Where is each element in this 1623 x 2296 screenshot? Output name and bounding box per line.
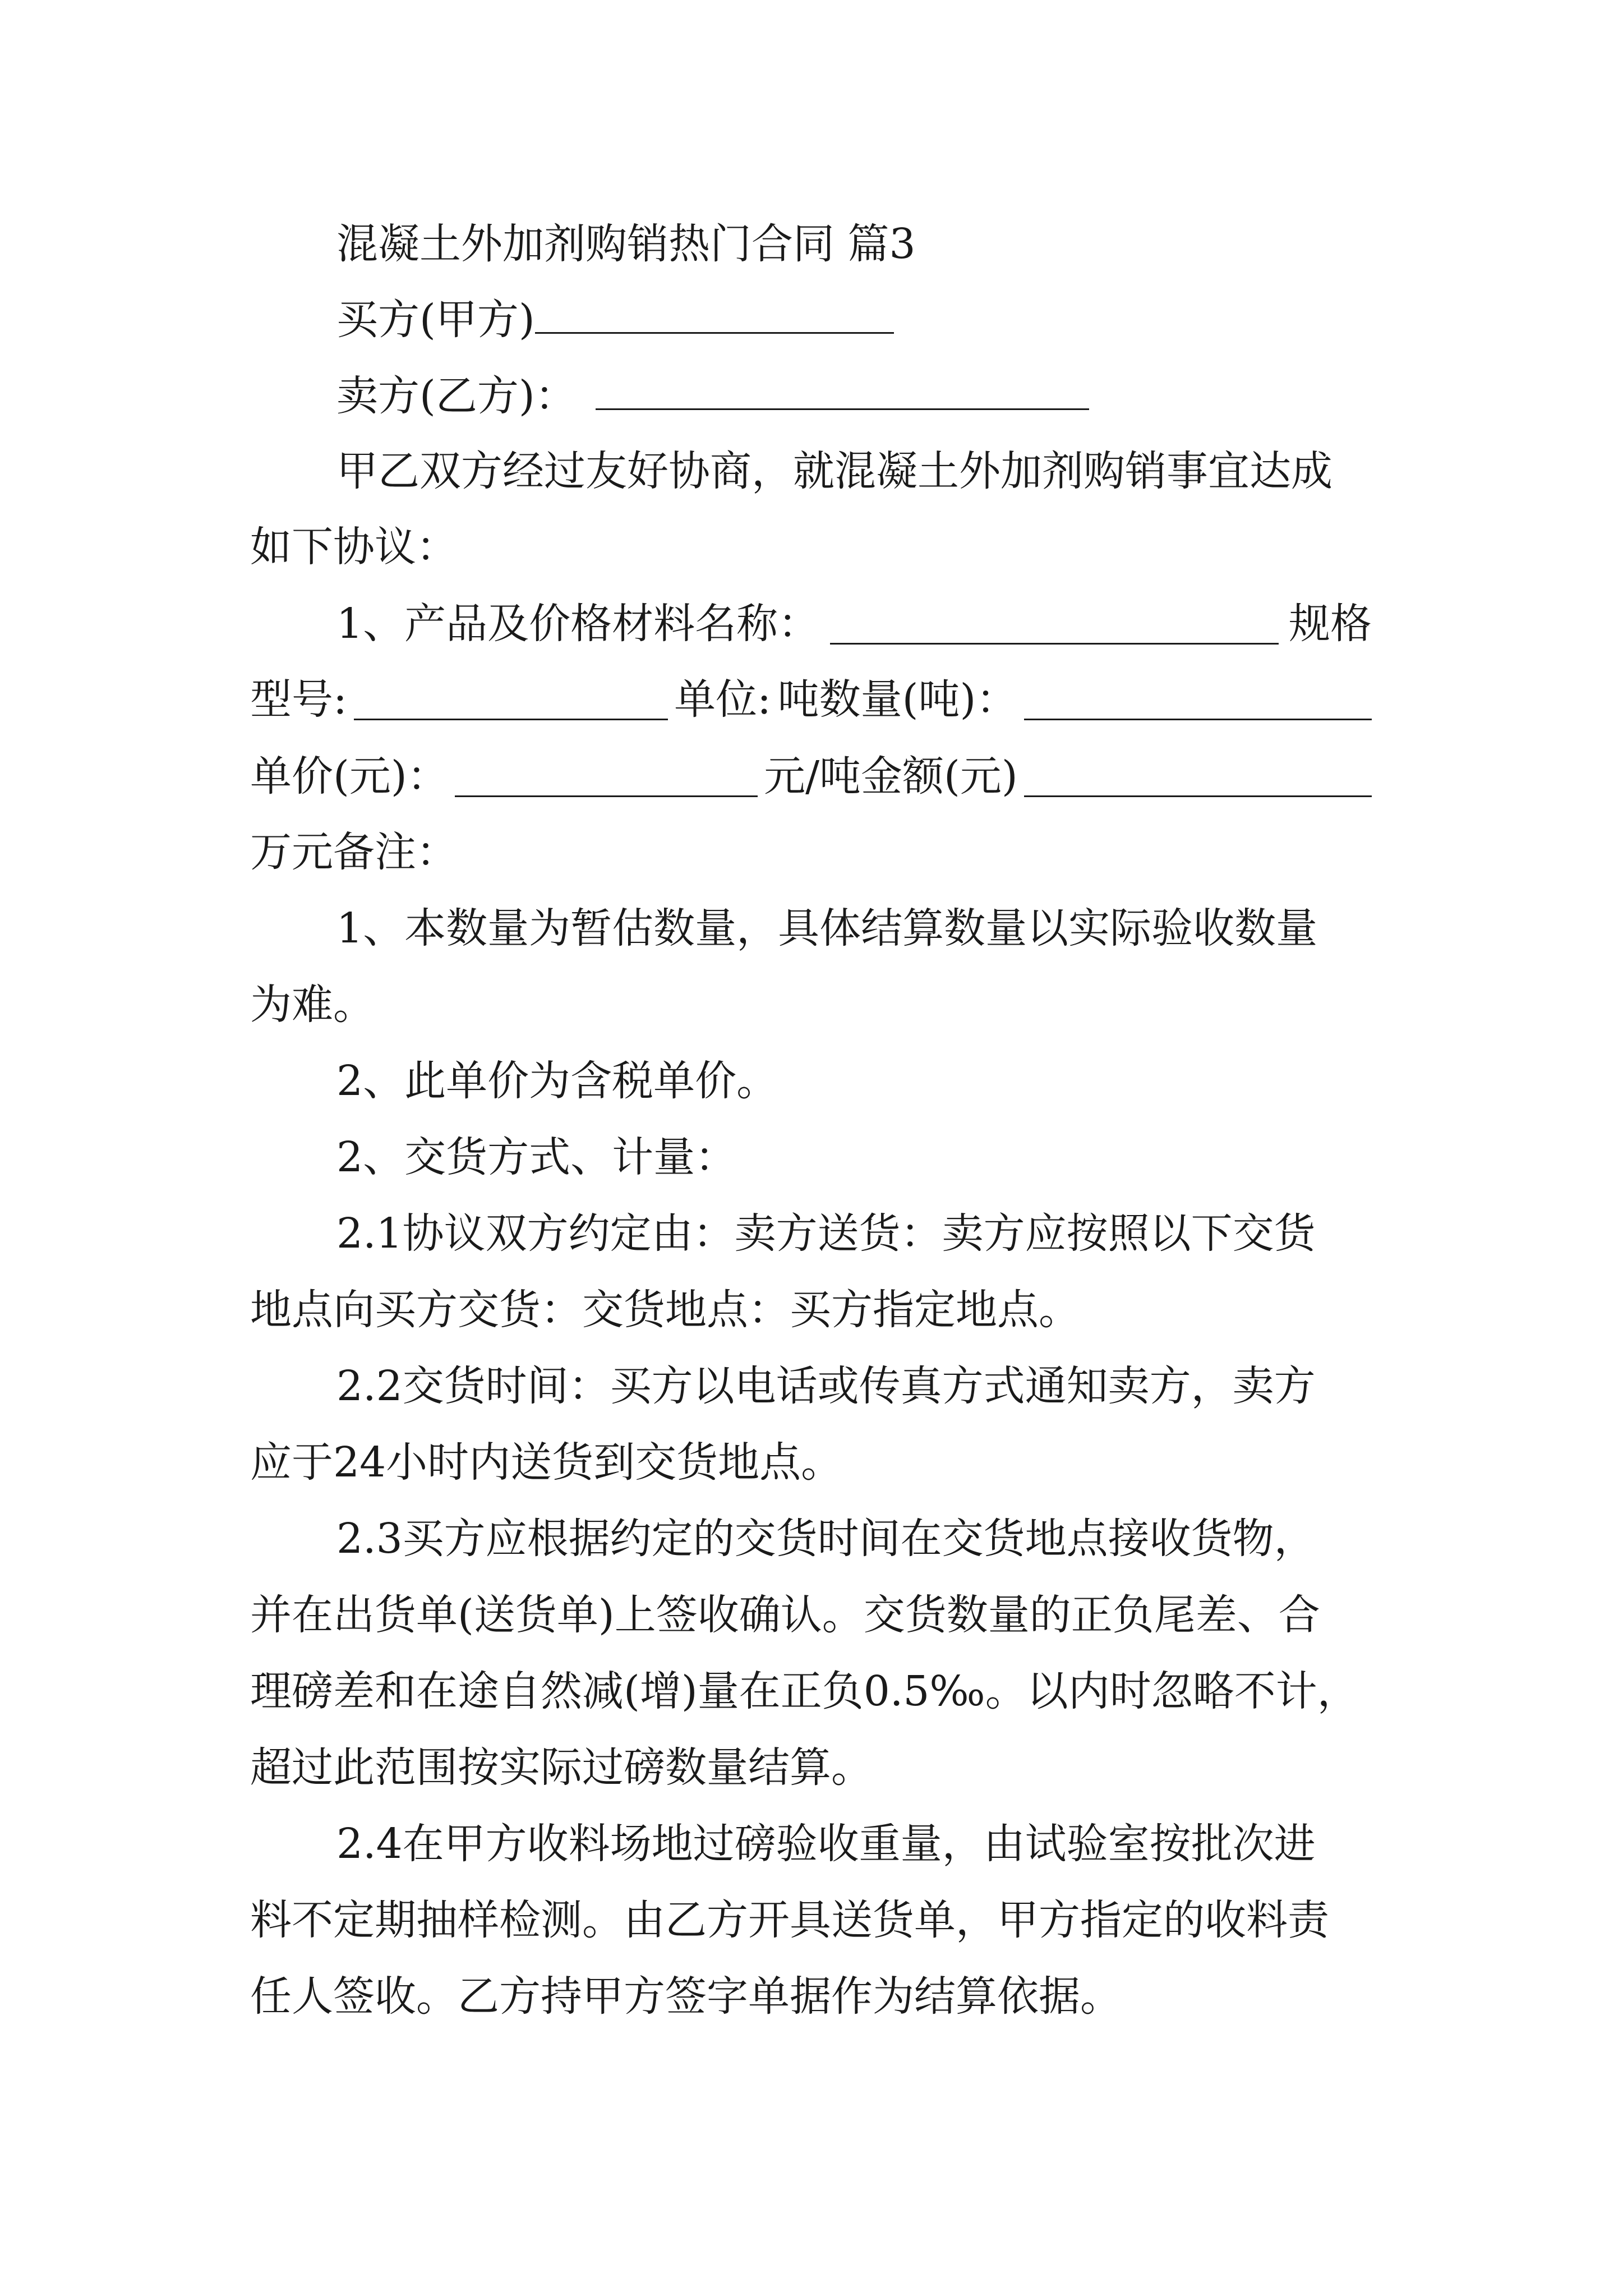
- buyer-blank: [535, 297, 894, 334]
- unit-price-label: 单价(元)：: [250, 752, 449, 800]
- intro-line-2: 如下协议：: [250, 523, 458, 571]
- p24-line-1: 2.4在甲方收料场地过磅验收重量，由试验室按批次进: [336, 1820, 1316, 1868]
- p21-line-1: 2.1协议双方约定由：卖方送货：卖方应按照以下交货: [336, 1209, 1316, 1258]
- document-title: 混凝土外加剂购销热门合同 篇3: [336, 220, 916, 268]
- section1-line-2: [250, 675, 1372, 724]
- seller-line: [336, 372, 1089, 420]
- intro-line-1: 甲乙双方经过友好协商，就混凝土外加剂购销事宜达成: [336, 447, 1332, 495]
- buyer-line: [336, 296, 894, 344]
- section1-line-3: [250, 752, 1372, 800]
- unit-label: 单位:: [674, 675, 772, 724]
- p24-line-3: 任人签收。乙方持甲方签字单据作为结算依据。: [250, 1972, 1122, 2021]
- unit-price-blank: [455, 761, 758, 797]
- product-name-blank: [830, 608, 1279, 645]
- quantity-blank: [1024, 684, 1372, 720]
- p23-line-2: 并在出货单(送货单)上签收确认。交货数量的正负尾差、合: [250, 1591, 1320, 1639]
- p24-line-2: 料不定期抽样检测。由乙方开具送货单，甲方指定的收料责: [250, 1896, 1329, 1944]
- model-blank: [354, 684, 668, 720]
- model-label: 型号:: [250, 675, 347, 724]
- section2-title: 2、交货方式、计量：: [336, 1133, 737, 1181]
- spec-label: 规格: [1289, 600, 1372, 648]
- p23-line-1: 2.3买方应根据约定的交货时间在交货地点接收货物，: [336, 1515, 1316, 1563]
- p22-line-2: 应于24小时内送货到交货地点。: [250, 1438, 843, 1487]
- p23-line-3: 理磅差和在途自然减(增)量在正负0.5‰。以内时忽略不计，: [250, 1667, 1359, 1715]
- amount-blank: [1024, 761, 1372, 797]
- section1-line-1: [336, 600, 1372, 648]
- amount-label: 元/吨金额(元): [764, 752, 1018, 800]
- note2-line: 2、此单价为含税单价。: [336, 1057, 778, 1105]
- p21-line-2: 地点向买方交货：交货地点：买方指定地点。: [250, 1286, 1080, 1334]
- seller-label: 卖方(乙方)：: [336, 372, 577, 420]
- seller-blank: [596, 374, 1089, 410]
- p22-line-1: 2.2交货时间：买方以电话或传真方式通知卖方，卖方: [336, 1362, 1316, 1410]
- p23-line-4: 超过此范围按实际过磅数量结算。: [250, 1743, 873, 1792]
- remark-line: 万元备注：: [250, 828, 458, 876]
- note1-line-2: 为难。: [250, 981, 375, 1029]
- note1-line-1: 1、本数量为暂估数量，具体结算数量以实际验收数量: [336, 904, 1318, 953]
- quantity-label: 吨数量(吨)：: [777, 675, 1018, 724]
- product-name-label: 1、产品及价格材料名称：: [336, 600, 820, 648]
- buyer-label: 买方(甲方): [336, 296, 535, 344]
